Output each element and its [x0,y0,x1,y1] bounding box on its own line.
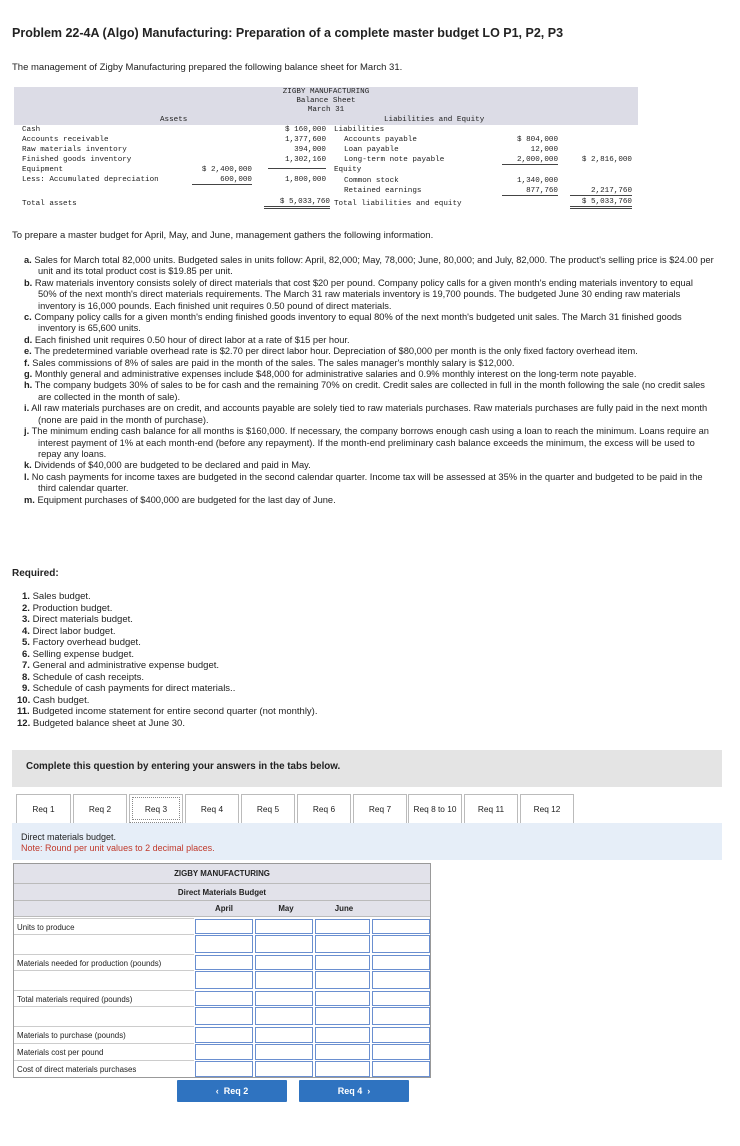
bs-fg-value: 1,302,160 [284,156,326,164]
tab-req-7[interactable]: Req 7 [353,794,407,823]
input-materials-extra-1[interactable] [255,971,313,989]
bs-company: ZIGBY MANUFACTURING [282,88,370,96]
tab-req-12[interactable]: Req 12 [520,794,574,823]
input-materials-extra-2[interactable] [315,971,370,989]
info-item: a. Sales for March total 82,000 units. Budgeted sales in units follow: April, 82,000; May, 78,000; June, 80,000; and July, 82,000. The product's selling price is $24.00 per unit and its total product cost is $19.85 per unit. [24,255,714,277]
bs-total-assets-label: Total assets [22,200,77,208]
input-cost-per-pound-1[interactable] [255,1044,313,1060]
row-label-units: Units to produce [17,923,75,932]
required-item: 7. General and administrative expense budget. [22,660,220,671]
info-item: b. Raw materials inventory consists solely of direct materials that cost $20 per pound. Company policy calls for a given month's ending materials inventory to equal 50% of the next month's direct materials requirements. The March 31 raw materials inventory is 19,700 pounds. The budgeted June 30 ending raw materials inventory is 16,000 pounds. Each finished unit requires 0.50 pound of direct materials. [24,277,693,311]
bs-ap-value: $ 804,000 [516,136,558,144]
info-item: h. The company budgets 30% of sales to be for cash and the remaining 70% on credit. Credit sales are collected in full in the month following the sale (no credit sales are collected in the month of sale). [24,380,705,402]
input-total-required-0[interactable] [195,991,253,1006]
bs-loan-label: Loan payable [344,146,399,154]
bs-accum-label: Less: Accumulated depreciation [22,176,159,184]
input-total-required-1[interactable] [255,991,313,1006]
input-cost-per-pound-0[interactable] [195,1044,253,1060]
intro-text: The management of Zigby Manufacturing prepared the following balance sheet for March 31. [12,62,403,73]
bs-loan-value: 12,000 [530,146,558,154]
info-item: c. Company policy calls for a given month's ending finished goods inventory to equal 80% of the next month's budgeted unit sales. The March 31 finished goods inventory is 65,600 units. [24,312,682,334]
input-units-to-produce-3[interactable] [372,919,430,934]
required-item: 3. Direct materials budget. [22,614,133,625]
tab-req-6[interactable]: Req 6 [297,794,351,823]
input-materials-purchase-2[interactable] [315,1027,370,1043]
input-cost-purchases-2[interactable] [315,1061,370,1077]
required-item: 12. Budgeted balance sheet at June 30. [17,717,185,729]
required-heading: Required: [12,568,59,579]
input-total-required-2[interactable] [315,991,370,1006]
table-company: ZIGBY MANUFACTURING [14,864,430,883]
row-divider [14,970,194,971]
bs-fg-label: Finished goods inventory [22,156,132,164]
input-units-extra-1[interactable] [255,935,313,953]
bs-accum-value: 600,000 [192,176,252,185]
tab-req-8-10[interactable]: Req 8 to 10 [408,794,462,823]
bs-equity: Equity [334,166,362,174]
prev-label: Req 2 [223,1086,249,1096]
row-divider [14,990,194,991]
bs-cash-label: Cash [22,126,41,134]
panel-note: Note: Round per unit values to 2 decimal places. [21,842,215,853]
bs-equip-net: 1,800,000 [284,176,326,184]
input-total-extra-3[interactable] [372,1007,430,1025]
input-materials-extra-3[interactable] [372,971,430,989]
bs-rm-value: 394,000 [294,146,326,154]
col-may: May [278,904,294,913]
required-item: 2. Production budget. [22,602,113,614]
row-label-total: Total materials required (pounds) [17,995,133,1004]
required-item: 1. Sales budget. [22,591,91,602]
row-label-purchase: Materials to purchase (pounds) [17,1031,126,1040]
input-total-required-3[interactable] [372,991,430,1006]
bs-ar-value: 1,377,600 [284,136,326,144]
panel-title: Direct materials budget. [21,832,117,842]
bs-cs-value: 1,340,000 [516,177,558,185]
bs-liab-header: Liabilities and Equity [384,116,485,124]
input-total-extra-0[interactable] [195,1007,253,1025]
bs-total-le-value: $ 5,033,760 [570,198,632,209]
info-item: i. All raw materials purchases are on credit, and accounts payable are solely tied to raw materials purchases. Raw materials purchases are fully paid in the next month (none are paid in the month of purchase). [24,403,708,425]
tab-req-1[interactable]: Req 1 [16,794,71,823]
row-divider [14,1043,194,1044]
next-label: Req 4 [337,1086,363,1096]
input-units-extra-0[interactable] [195,935,253,953]
bs-cash-value: $ 160,000 [284,126,326,134]
required-item: 9. Schedule of cash payments for direct materials.. [22,683,236,694]
col-june: June [334,904,354,913]
required-item: 5. Factory overhead budget. [22,637,141,648]
prev-button[interactable]: ‹ Req 2 [177,1080,287,1102]
table-title: Direct Materials Budget [14,883,430,900]
required-item: 6. Selling expense budget. [22,648,134,660]
row-divider [14,918,194,919]
input-materials-needed-0[interactable] [195,955,253,970]
input-cost-per-pound-3[interactable] [372,1044,430,1060]
input-materials-needed-2[interactable] [315,955,370,970]
required-item: 8. Schedule of cash receipts. [22,671,145,683]
bs-total-le-label: Total liabilities and equity [334,200,462,208]
input-materials-needed-3[interactable] [372,955,430,970]
bs-re-value: 877,760 [502,187,558,196]
bs-liab-total: $ 2,816,000 [581,156,632,164]
input-cost-per-pound-2[interactable] [315,1044,370,1060]
tab-req-2[interactable]: Req 2 [73,794,127,823]
input-materials-purchase-1[interactable] [255,1027,313,1043]
required-item: 11. Budgeted income statement for entire second quarter (not monthly). [17,706,318,717]
input-total-extra-1[interactable] [255,1007,313,1025]
bs-statement: Balance Sheet [296,97,356,105]
info-item: d. Each finished unit requires 0.50 hour of direct labor at a rate of $15 per hour. [24,334,350,345]
bs-equity-total: 2,217,760 [570,187,632,196]
bs-assets-header: Assets [160,116,188,124]
input-units-extra-2[interactable] [315,935,370,953]
input-total-extra-2[interactable] [315,1007,370,1025]
info-item: f. Sales commissions of 8% of sales are paid in the month of the sales. The sales manager's monthly salary is $12,000. [24,357,515,368]
direct-materials-table [13,863,431,1078]
input-materials-extra-0[interactable] [195,971,253,989]
bs-equip-value: $ 2,400,000 [201,166,252,174]
input-cost-purchases-1[interactable] [255,1061,313,1077]
tab-req-3[interactable]: Req 3 [129,794,183,823]
input-materials-purchase-0[interactable] [195,1027,253,1043]
required-list [17,591,318,729]
row-divider [14,954,194,955]
bs-re-label: Retained earnings [344,187,422,195]
row-divider [14,1060,194,1061]
input-units-to-produce-1[interactable] [255,919,313,934]
bs-ap-label: Accounts payable [344,136,417,144]
col-april: April [215,904,233,913]
input-units-to-produce-0[interactable] [195,919,253,934]
info-item: g. Monthly general and administrative expenses include $48,000 for administrative salaries and 0.9% monthly interest on the long-term note payable. [24,369,637,380]
bs-cs-label: Common stock [344,177,399,185]
bs-date: March 31 [307,106,345,114]
info-item: k. Dividends of $40,000 are budgeted to be declared and paid in May. [24,460,311,471]
input-materials-needed-1[interactable] [255,955,313,970]
info-item: e. The predetermined variable overhead rate is $2.70 per direct labor hour. Depreciation of $80,000 per month is the only fixed factory overhead item. [24,346,638,357]
balance-sheet [14,87,638,215]
bs-ltnote-label: Long-term note payable [344,156,445,164]
req-tabs [12,794,722,823]
tab-req-11[interactable]: Req 11 [464,794,518,823]
info-item: m. Equipment purchases of $400,000 are budgeted for the last day of June. [24,494,336,505]
prep-text: To prepare a master budget for April, May, and June, management gathers the following information. [12,230,434,241]
instructions-banner: Complete this question by entering your answers in the tabs below. [12,750,722,787]
input-units-extra-3[interactable] [372,935,430,953]
row-divider [14,1026,194,1027]
bs-total-assets-value: $ 5,033,760 [264,198,330,209]
required-item: 4. Direct labor budget. [22,625,116,637]
row-label-cost-per-lb: Materials cost per pound [17,1048,104,1057]
info-item: l. No cash payments for income taxes are budgeted in the second calendar quarter. Income tax will be assessed at 35% in the quarter and budgeted to be paid in the third calendar quarter. [24,471,703,494]
bs-ar-label: Accounts receivable [22,136,109,144]
tab-req-5[interactable]: Req 5 [241,794,295,823]
info-item: j. The minimum ending cash balance for all months is $160,000. If necessary, the company borrows enough cash using a loan to reach the minimum. Loans require an interest payment of 1% at each month-end (before any repayment). If the month-end preliminary cash balance exceeds the minimum, the excess will be used to repay any loans. [24,426,709,459]
input-units-to-produce-2[interactable] [315,919,370,934]
next-button[interactable]: Req 4 › [299,1080,409,1102]
row-label-needed: Materials needed for production (pounds) [17,959,162,968]
bs-liabilities: Liabilities [334,126,385,134]
row-divider [14,934,194,935]
row-divider [14,1006,194,1007]
info-list [24,255,714,506]
row-label-cost-total: Cost of direct materials purchases [17,1065,137,1074]
bs-rm-label: Raw materials inventory [22,146,127,154]
tab-panel-header [12,823,722,860]
input-cost-purchases-3[interactable] [372,1061,430,1077]
input-cost-purchases-0[interactable] [195,1061,253,1077]
bs-equip-label: Equipment [22,166,64,174]
bs-ltnote-value: 2,000,000 [502,156,558,165]
tab-req-4[interactable]: Req 4 [185,794,239,823]
required-item: 10. Cash budget. [17,694,90,706]
page-title: Problem 22-4A (Algo) Manufacturing: Preparation of a complete master budget LO P1, P2, P3 [12,26,564,40]
balance-sheet-header [14,87,638,125]
input-materials-purchase-3[interactable] [372,1027,430,1043]
